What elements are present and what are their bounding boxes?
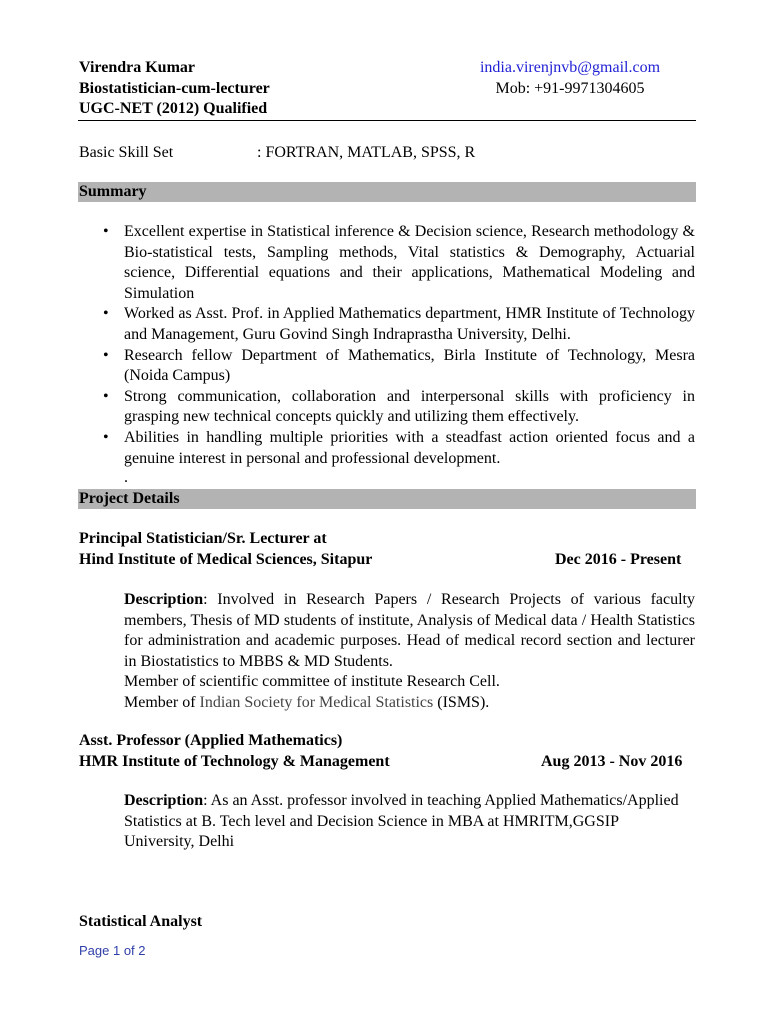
summary-trailing-dot: .	[124, 469, 128, 486]
summary-item: • Worked as Asst. Prof. in Applied Mathematics department, HMR Institute of Technology and Management, Guru Govind Singh Indraprastha University, Delhi.	[103, 305, 695, 343]
header-left	[79, 58, 270, 120]
skill-set-label: Basic Skill Set	[79, 144, 174, 161]
candidate-name: Virendra Kumar	[79, 59, 195, 76]
job-description-2: Description: As an Asst. professor involved in teaching Applied Mathematics/Applied Statistics at B. Tech level and Decision Science in MBA at HMRITM,GGSIP University, Delhi	[124, 792, 679, 850]
job-description-1: Description: Involved in Research Papers / Research Projects of various faculty members, Thesis of MD students of institute, Analysis of Medical data / Health Statistics for administration and academic purposes. Head of medical record section and lecturer in Biostatistics to MBBS & MD Students. Member of scientific committee of institute Research Cell. Member of Indian Society for Medical Statistics (ISMS).	[124, 590, 695, 713]
header-divider	[78, 120, 696, 121]
project-details-heading: Project Details	[78, 489, 696, 509]
job-title-2: Asst. Professor (Applied Mathematics) HMR Institute of Technology & Management	[79, 732, 390, 770]
page-number: Page 1 of 2	[79, 943, 146, 958]
candidate-role: Biostatistician-cum-lecturer	[79, 79, 270, 97]
summary-item: • Strong communication, collaboration and interpersonal skills with proficiency in grasping new technical concepts quickly and utilizing them effectively.	[103, 387, 695, 426]
summary-heading: Summary	[78, 182, 696, 202]
bullet-icon: •	[103, 223, 109, 240]
mobile-number: Mob: +91-9971304605	[495, 79, 645, 97]
description-label: Description	[124, 792, 204, 809]
bullet-icon: •	[103, 428, 109, 446]
skill-set-row	[79, 143, 476, 163]
job-title-1: Principal Statistician/Sr. Lecturer at Hind Institute of Medical Sciences, Sitapur	[79, 530, 373, 568]
summary-item: • Research fellow Department of Mathematics, Birla Institute of Technology, Mesra (Noida Campus)	[103, 346, 695, 385]
summary-item: • Excellent expertise in Statistical inference & Decision science, Research methodology & Bio-statistical tests, Sampling methods, Vital statistics & Demography, Actuarial science, Differential equations and their applications, Mathematical Modeling and Simulation	[103, 223, 695, 302]
bullet-icon: •	[103, 346, 109, 364]
bullet-icon: •	[103, 387, 109, 405]
skill-set-value: : FORTRAN, MATLAB, SPSS, R	[257, 144, 476, 161]
job-title-3: Statistical Analyst	[79, 913, 203, 930]
candidate-qualification: UGC-NET (2012) Qualified	[79, 100, 268, 117]
header-right	[440, 58, 700, 99]
society-name: Indian Society for Medical Statistics	[199, 693, 434, 711]
bullet-icon: •	[103, 305, 109, 323]
job-extra-line: Member of scientific committee of institute Research Cell.	[124, 673, 500, 690]
email-link[interactable]: india.virenjnvb@gmail.com	[479, 59, 661, 76]
description-label: Description	[124, 591, 204, 608]
job-dates-1: Dec 2016 - Present	[555, 550, 682, 568]
summary-item: • Abilities in handling multiple priorities with a steadfast action oriented focus and a genuine interest in personal and professional development.	[103, 428, 695, 467]
job-dates-2: Aug 2013 - Nov 2016	[541, 752, 683, 770]
job-extra-line: Member of Indian Society for Medical Statistics (ISMS).	[124, 693, 490, 711]
summary-list	[79, 222, 695, 469]
